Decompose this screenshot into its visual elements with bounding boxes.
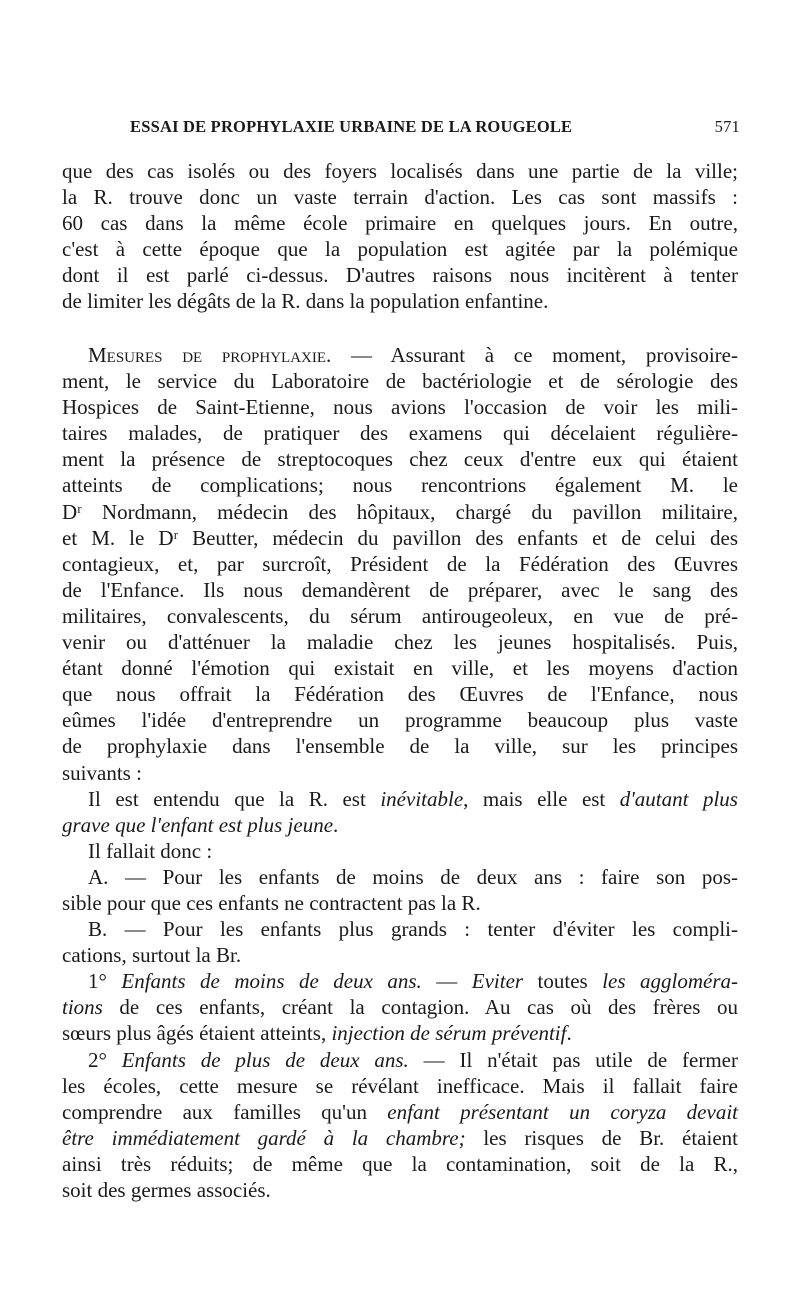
italic-fragment: tions xyxy=(62,995,103,1020)
text-line: c'est à cette époque que la population est agitée par la polémique xyxy=(62,237,738,262)
text-fragment: de ces enfants, créant la contagion. Au cas où des frères ou xyxy=(102,995,738,1020)
text-line xyxy=(62,812,738,838)
text-line: cations, surtout la Br. xyxy=(62,943,242,968)
text-line: contagieux, et, par surcroît, Président de la Fédération des Œuvres xyxy=(62,551,738,576)
text-fragment: sœurs plus âgés étaient atteints, xyxy=(62,1021,332,1046)
section-prophylaxie xyxy=(62,342,738,1203)
text-line: Hospices de Saint-Etienne, nous avions l'occasion de voir les mili- xyxy=(62,395,738,420)
text-line: soit des germes associés. xyxy=(62,1178,271,1202)
text-fragment: 1° xyxy=(88,969,122,994)
italic-fragment: les aggloméra- xyxy=(602,969,738,994)
paragraph-1 xyxy=(62,158,738,315)
text-line: A. — Pour les enfants de moins de deux ans : faire son pos- xyxy=(88,864,738,889)
text-fragment: Assurant à ce moment, provisoire- xyxy=(390,343,738,367)
text-fragment: 2° xyxy=(88,1047,122,1072)
text-line: Dʳ Nordmann, médecin des hôpitaux, chargé du pavillon militaire, xyxy=(62,499,738,524)
text-line: taires malades, de pratiquer des examens qui décelaient régulière- xyxy=(62,421,738,446)
text-line: de l'Enfance. Ils nous demandèrent de préparer, avec le sang des xyxy=(62,577,738,602)
text-line: et M. le Dʳ Beutter, médecin du pavillon des enfants et de celui des xyxy=(62,525,738,550)
text-line xyxy=(62,1099,738,1125)
text-line: que nous offrait la Fédération des Œuvres de l'Enfance, nous xyxy=(62,682,738,707)
header-title: ESSAI DE PROPHYLAXIE URBAINE DE LA ROUGEOLE xyxy=(130,117,573,136)
text-fragment: les risques de Br. étaient xyxy=(465,1125,738,1150)
text-fragment: . xyxy=(333,812,339,837)
text-line: B. — Pour les enfants plus grands : tenter d'éviter les compli- xyxy=(88,917,738,942)
page-number: 571 xyxy=(714,117,740,136)
italic-fragment: Eviter xyxy=(471,969,524,994)
italic-fragment: être immédiatement gardé à la chambre; xyxy=(62,1125,466,1150)
text-line: les écoles, cette mesure se révélant inefficace. Mais il fallait faire xyxy=(62,1073,738,1098)
text-fragment: — Il n'était pas utile de fermer xyxy=(408,1047,738,1072)
running-header xyxy=(130,117,740,141)
italic-fragment: grave que l'enfant est plus jeune xyxy=(62,812,334,837)
text-line xyxy=(62,786,738,812)
text-line: de limiter les dégâts de la R. dans la population enfantine. xyxy=(62,289,549,314)
text-line: 60 cas dans la même école primaire en quelques jours. En outre, xyxy=(62,211,738,236)
italic-fragment: enfant présentant un coryza devait xyxy=(387,1099,738,1124)
text-fragment: — xyxy=(421,969,472,994)
dash: — xyxy=(331,343,391,367)
italic-fragment: d'autant plus xyxy=(619,786,738,811)
text-line: ment, le service du Laboratoire de bactériologie et de sérologie des xyxy=(62,369,738,394)
text-line: la R. trouve donc un vaste terrain d'action. Les cas sont massifs : xyxy=(62,185,738,210)
text-line xyxy=(62,342,738,368)
italic-fragment: injection de sérum préventif xyxy=(331,1021,567,1046)
italic-fragment: inévitable xyxy=(380,786,464,811)
italic-fragment: Enfants de plus de deux ans. xyxy=(121,1047,409,1072)
section-heading: Mesures de prophylaxie. xyxy=(88,343,332,367)
text-line: étant donné l'émotion qui existait en ville, et les moyens d'action xyxy=(62,656,738,681)
text-line xyxy=(62,1047,738,1073)
text-line: suivants : xyxy=(62,760,142,785)
text-line xyxy=(62,968,738,994)
text-line: que des cas isolés ou des foyers localisés dans une partie de la ville; xyxy=(62,159,738,183)
text-line: venir ou d'atténuer la maladie chez les jeunes hospitalisés. Puis, xyxy=(62,630,738,655)
text-line: sible pour que ces enfants ne contractent pas la R. xyxy=(62,890,481,915)
text-line: dont il est parlé ci-dessus. D'autres raisons nous incitèrent à tenter xyxy=(62,263,738,288)
text-fragment: Il est entendu que la R. est xyxy=(88,786,381,811)
text-line xyxy=(62,1125,738,1151)
text-line xyxy=(62,1020,738,1046)
text-line xyxy=(62,994,738,1020)
text-line: militaires, convalescents, du sérum antirougeoleux, en vue de pré- xyxy=(62,603,738,628)
text-line: Il fallait donc : xyxy=(88,838,213,863)
text-fragment: toutes xyxy=(523,969,603,994)
text-line: ment la présence de streptocoques chez ceux d'entre eux qui étaient xyxy=(62,447,738,472)
text-fragment: . xyxy=(566,1021,572,1046)
text-fragment: comprendre aux familles qu'un xyxy=(62,1099,388,1124)
text-line: ainsi très réduits; de même que la contamination, soit de la R., xyxy=(62,1151,738,1176)
text-line: atteints de complications; nous rencontrions également M. le xyxy=(62,473,738,498)
text-fragment: , mais elle est xyxy=(463,786,620,811)
text-line: eûmes l'idée d'entreprendre un programme beaucoup plus vaste xyxy=(62,708,738,733)
italic-fragment: Enfants de moins de deux ans. xyxy=(121,969,422,994)
text-line: de prophylaxie dans l'ensemble de la ville, sur les principes xyxy=(62,734,738,759)
